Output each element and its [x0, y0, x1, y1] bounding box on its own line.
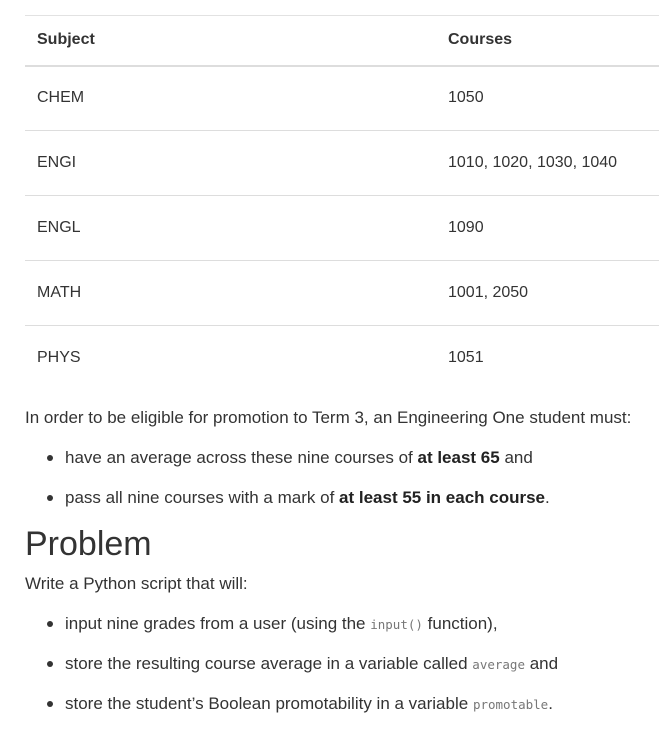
- task-text-end: .: [548, 694, 553, 713]
- subject-cell: ENGI: [25, 131, 436, 196]
- problem-heading: Problem: [25, 525, 152, 563]
- task-text: input nine grades from a user (using the: [65, 614, 371, 633]
- task-text-end: function),: [422, 614, 498, 633]
- problem-tasks-list: [25, 612, 558, 732]
- courses-cell: 1010, 1020, 1030, 1040: [436, 131, 659, 196]
- task-text: store the resulting course average in a variable called: [65, 654, 473, 673]
- rule-emphasis: at least 55 in each course: [339, 488, 546, 507]
- table-header-row: [25, 16, 659, 66]
- courses-column-header: Courses: [436, 16, 659, 66]
- rule-text: pass all nine courses with a mark of: [65, 488, 340, 507]
- list-item: [25, 446, 550, 486]
- subject-cell: CHEM: [25, 66, 436, 131]
- courses-table: [25, 15, 659, 391]
- table-row: [25, 326, 659, 391]
- eligibility-intro: In order to be eligible for promotion to Term 3, an Engineering One student must:: [25, 408, 632, 427]
- courses-cell: 1050: [436, 66, 659, 131]
- problem-intro: Write a Python script that will:: [25, 574, 248, 593]
- table-row: [25, 196, 659, 261]
- rule-emphasis: at least 65: [417, 448, 500, 467]
- subject-cell: MATH: [25, 261, 436, 326]
- inline-code: average: [472, 657, 525, 672]
- subject-column-header: Subject: [25, 16, 436, 66]
- task-text-end: and: [524, 654, 559, 673]
- subject-cell: PHYS: [37, 349, 81, 367]
- courses-cell: 1001, 2050: [436, 261, 659, 326]
- table-row: [25, 131, 659, 196]
- eligibility-rules-list: [25, 446, 550, 526]
- list-item: [25, 692, 558, 732]
- inline-code: input(): [370, 617, 423, 632]
- inline-code: promotable: [472, 697, 549, 712]
- list-item: [25, 486, 550, 526]
- rule-text-end: and: [499, 448, 533, 467]
- rule-text: have an average across these nine courses of: [65, 448, 418, 467]
- rule-text-end: .: [545, 488, 550, 507]
- courses-cell: 1090: [436, 196, 659, 261]
- table-row: [25, 66, 659, 131]
- task-text: store the student’s Boolean promotability in a variable: [65, 694, 473, 713]
- list-item: [25, 652, 558, 692]
- courses-cell: 1051: [448, 349, 484, 367]
- list-item: [25, 612, 558, 652]
- table-row: [25, 261, 659, 326]
- subject-cell: ENGL: [25, 196, 436, 261]
